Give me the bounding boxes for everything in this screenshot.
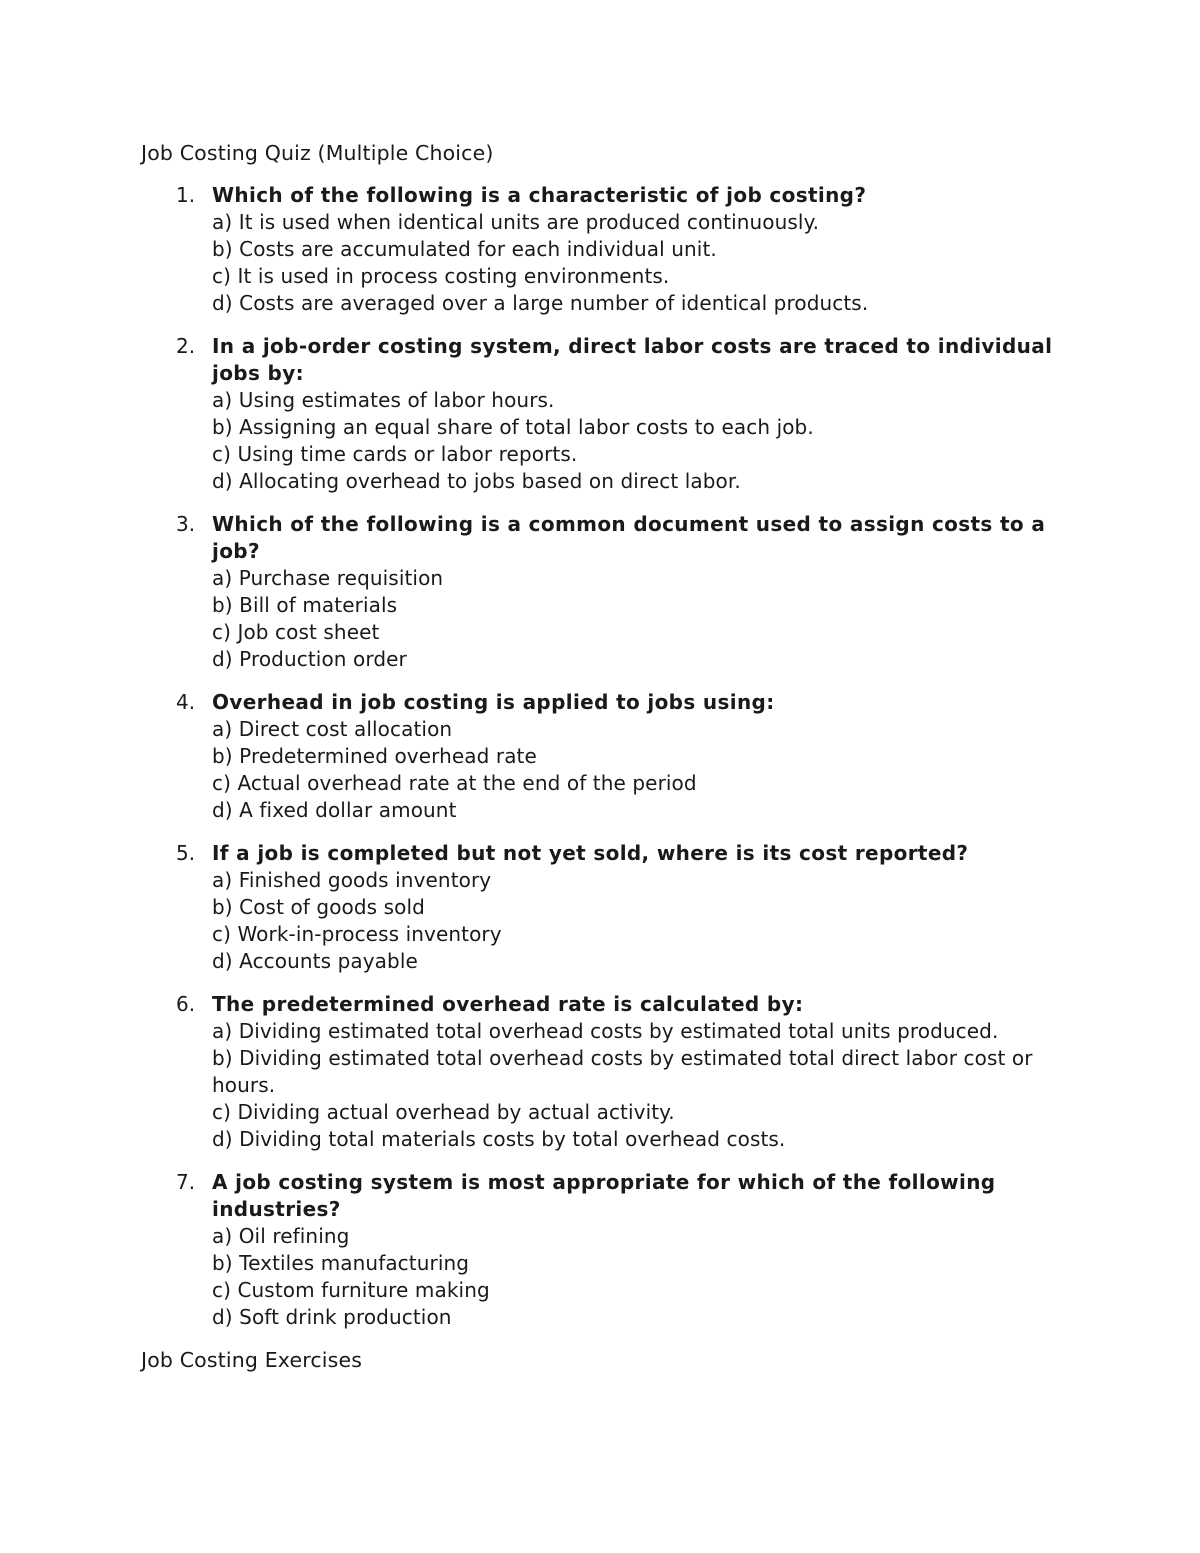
- answer-option: b) Dividing estimated total overhead costs by estimated total direct labor cost or hours.: [212, 1046, 1033, 1097]
- answer-option: c) Job cost sheet: [212, 620, 380, 644]
- answer-option: a) Oil refining: [212, 1224, 350, 1248]
- question-4: [141, 689, 1061, 824]
- answer-option: d) A fixed dollar amount: [212, 798, 457, 822]
- question-text: Which of the following is a characteristic of job costing?: [212, 183, 867, 207]
- question-text: The predetermined overhead rate is calculated by:: [212, 992, 804, 1016]
- question-text: Overhead in job costing is applied to jobs using:: [212, 690, 775, 714]
- answer-option: b) Costs are accumulated for each individual unit.: [212, 237, 717, 261]
- answer-option: c) Actual overhead rate at the end of the period: [212, 771, 697, 795]
- answer-option: d) Allocating overhead to jobs based on direct labor.: [212, 469, 741, 493]
- answer-option: c) Dividing actual overhead by actual activity.: [212, 1100, 675, 1124]
- answer-option: d) Costs are averaged over a large number of identical products.: [212, 291, 869, 315]
- answer-option: b) Bill of materials: [212, 593, 398, 617]
- document-page: [141, 140, 1061, 1389]
- answer-option: a) Direct cost allocation: [212, 717, 453, 741]
- question-number: 7.: [176, 1170, 196, 1194]
- exercises-heading: Job Costing Exercises: [141, 1348, 363, 1372]
- question-3: [141, 511, 1061, 673]
- answer-option: d) Production order: [212, 647, 407, 671]
- answer-option: d) Accounts payable: [212, 949, 418, 973]
- question-7: [141, 1169, 1061, 1331]
- answer-option: b) Predetermined overhead rate: [212, 744, 537, 768]
- answer-option: b) Cost of goods sold: [212, 895, 425, 919]
- question-number: 5.: [176, 841, 196, 865]
- question-number: 1.: [176, 183, 196, 207]
- quiz-title: Job Costing Quiz (Multiple Choice): [141, 141, 494, 165]
- answer-option: b) Assigning an equal share of total labor costs to each job.: [212, 415, 814, 439]
- question-text: Which of the following is a common document used to assign costs to a job?: [212, 512, 1046, 563]
- answer-option: a) Purchase requisition: [212, 566, 444, 590]
- answer-option: c) It is used in process costing environments.: [212, 264, 670, 288]
- answer-option: a) Dividing estimated total overhead costs by estimated total units produced.: [212, 1019, 999, 1043]
- question-1: [141, 182, 1061, 317]
- answer-option: d) Soft drink production: [212, 1305, 452, 1329]
- question-text: If a job is completed but not yet sold, where is its cost reported?: [212, 841, 969, 865]
- question-6: [141, 991, 1061, 1153]
- answer-option: a) It is used when identical units are produced continuously.: [212, 210, 820, 234]
- answer-option: c) Work-in-process inventory: [212, 922, 502, 946]
- question-number: 3.: [176, 512, 196, 536]
- answer-option: c) Custom furniture making: [212, 1278, 490, 1302]
- question-5: [141, 840, 1061, 975]
- question-number: 6.: [176, 992, 196, 1016]
- question-number: 2.: [176, 334, 196, 358]
- question-list: [141, 182, 1061, 1331]
- question-text: A job costing system is most appropriate for which of the following industries?: [212, 1170, 996, 1221]
- answer-option: b) Textiles manufacturing: [212, 1251, 470, 1275]
- answer-option: d) Dividing total materials costs by total overhead costs.: [212, 1127, 786, 1151]
- question-text: In a job-order costing system, direct labor costs are traced to individual jobs by:: [212, 334, 1053, 385]
- answer-option: a) Using estimates of labor hours.: [212, 388, 555, 412]
- answer-option: c) Using time cards or labor reports.: [212, 442, 578, 466]
- question-2: [141, 333, 1061, 495]
- question-number: 4.: [176, 690, 196, 714]
- answer-option: a) Finished goods inventory: [212, 868, 492, 892]
